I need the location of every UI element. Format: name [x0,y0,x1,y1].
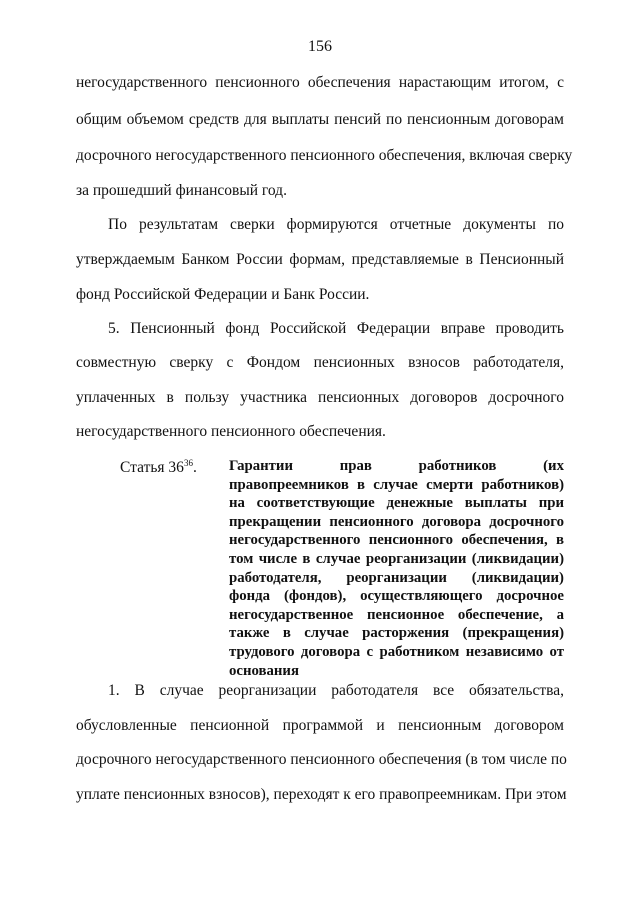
article-label-suffix: . [192,459,197,477]
text-line: негосударственного пенсионного обеспечения нарастающим итогом, с [76,74,564,91]
article-title-line: прекращении пенсионного договора досрочного [229,513,564,530]
article-title-line: том числе в случае реорганизации (ликвидации) [229,550,564,567]
article-title [229,457,564,680]
article-title-line: Гарантии прав работников (их [229,458,564,474]
text-line: негосударственного пенсионного обеспечения. [76,423,386,440]
text-line: обусловленные пенсионной программой и пенсионным договором [76,717,564,734]
article-title-line: работодателя, реорганизации (ликвидации) [229,569,564,586]
page-number: 156 [308,38,332,55]
text-line: досрочного негосударственного пенсионного обеспечения, включая сверку [76,147,573,164]
text-line: 1. В случае реорганизации работодателя все обязательства, [108,682,564,699]
text-line: По результатам сверки формируются отчетные документы по [108,216,564,233]
text-line: за прошедший финансовый год. [76,182,287,199]
text-line: 5. Пенсионный фонд Российской Федерации вправе проводить [108,320,564,337]
article-title-line: негосударственного пенсионного обеспечения, в [229,532,564,549]
text-line: совместную сверку с Фондом пенсионных взносов работодателя, [76,354,564,371]
article-label [120,458,197,477]
text-line: досрочного негосударственного пенсионного обеспечения (в том числе по [76,751,567,768]
article-title-line: также в случае расторжения (прекращения) [229,625,564,642]
article-title-line: фонда (фондов), осуществляющего досрочное [229,588,564,605]
article-title-line: основания [229,662,299,679]
text-line: фонд Российской Федерации и Банк России. [76,286,370,303]
text-line: уплаченных в пользу участника пенсионных договоров досрочного [76,389,564,406]
text-line: общим объемом средств для выплаты пенсий по пенсионным договорам [76,111,564,128]
article-title-line: трудового договора с работником независимо от [229,643,564,660]
article-title-line: на соответствующие денежные выплаты при [229,495,564,512]
article-label-text: Статья 36 [120,459,184,477]
article-label-sup: 36 [183,458,193,468]
text-line: уплате пенсионных взносов), переходят к его правопреемникам. При этом [76,786,567,803]
text-line: утверждаемым Банком России формам, представляемые в Пенсионный [76,251,564,268]
article-title-line: негосударственное пенсионное обеспечение, а [229,606,564,623]
article-title-line: правопреемников в случае смерти работников) [229,476,564,493]
